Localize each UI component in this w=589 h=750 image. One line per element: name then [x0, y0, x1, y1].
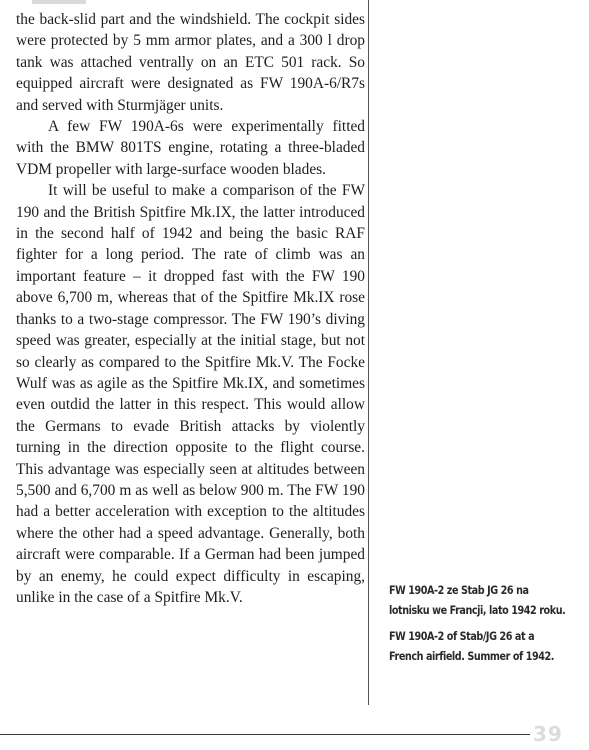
caption-english: FW 190A-2 of Stab/JG 26 at a French airfield. Summer of 1942.	[389, 630, 554, 663]
paragraph-2: A few FW 190A-6s were experimentally fitted with the BMW 801TS engine, rotating a three-bladed VDM propeller with large-surface wooden blades.	[16, 118, 365, 178]
paragraph-1: the back-slid part and the windshield. The cockpit sides were protected by 5 mm armor plates, and a 300 l drop tank was attached ventrally on an ETC 501 rack. So equipped aircraft were designated as FW 190A-6/R7s and served with Sturmjäger units.	[16, 11, 365, 114]
photo-captions	[389, 581, 569, 667]
footer-rule	[0, 734, 530, 735]
main-text-column	[16, 0, 369, 705]
caption-polish: FW 190A-2 ze Stab JG 26 na lotnisku we Francji, lato 1942 roku.	[389, 584, 566, 617]
page-number: 39	[533, 722, 563, 746]
paragraph-3: It will be useful to make a comparison of the FW 190 and the British Spitfire Mk.IX, the latter introduced in the second half of 1942 and being the basic RAF fighter for a long period. The rate of climb was an important feature – it dropped fast with the FW 190 above 6,700 m, whereas that of the Spitfire Mk.IX rose thanks to a two-stage compressor. The FW 190’s diving speed was greater, especially at the initial stage, but not so clearly as compared to the Spitfire Mk.V. The Focke Wulf was as agile as the Spitfire Mk.IX, and sometimes even outdid the latter in this respect. This would allow the Germans to evade British attacks by violently turning in the direction opposite to the flight course. This advantage was especially seen at altitudes between 5,500 and 6,700 m as well as below 900 m. The FW 190 had a better acceleration with exception to the altitudes where the other had a speed advantage. Generally, both aircraft were comparable. If a German had been jumped by an enemy, he could expect difficulty in escaping, unlike in the case of a Spitfire Mk.V.	[16, 182, 365, 606]
